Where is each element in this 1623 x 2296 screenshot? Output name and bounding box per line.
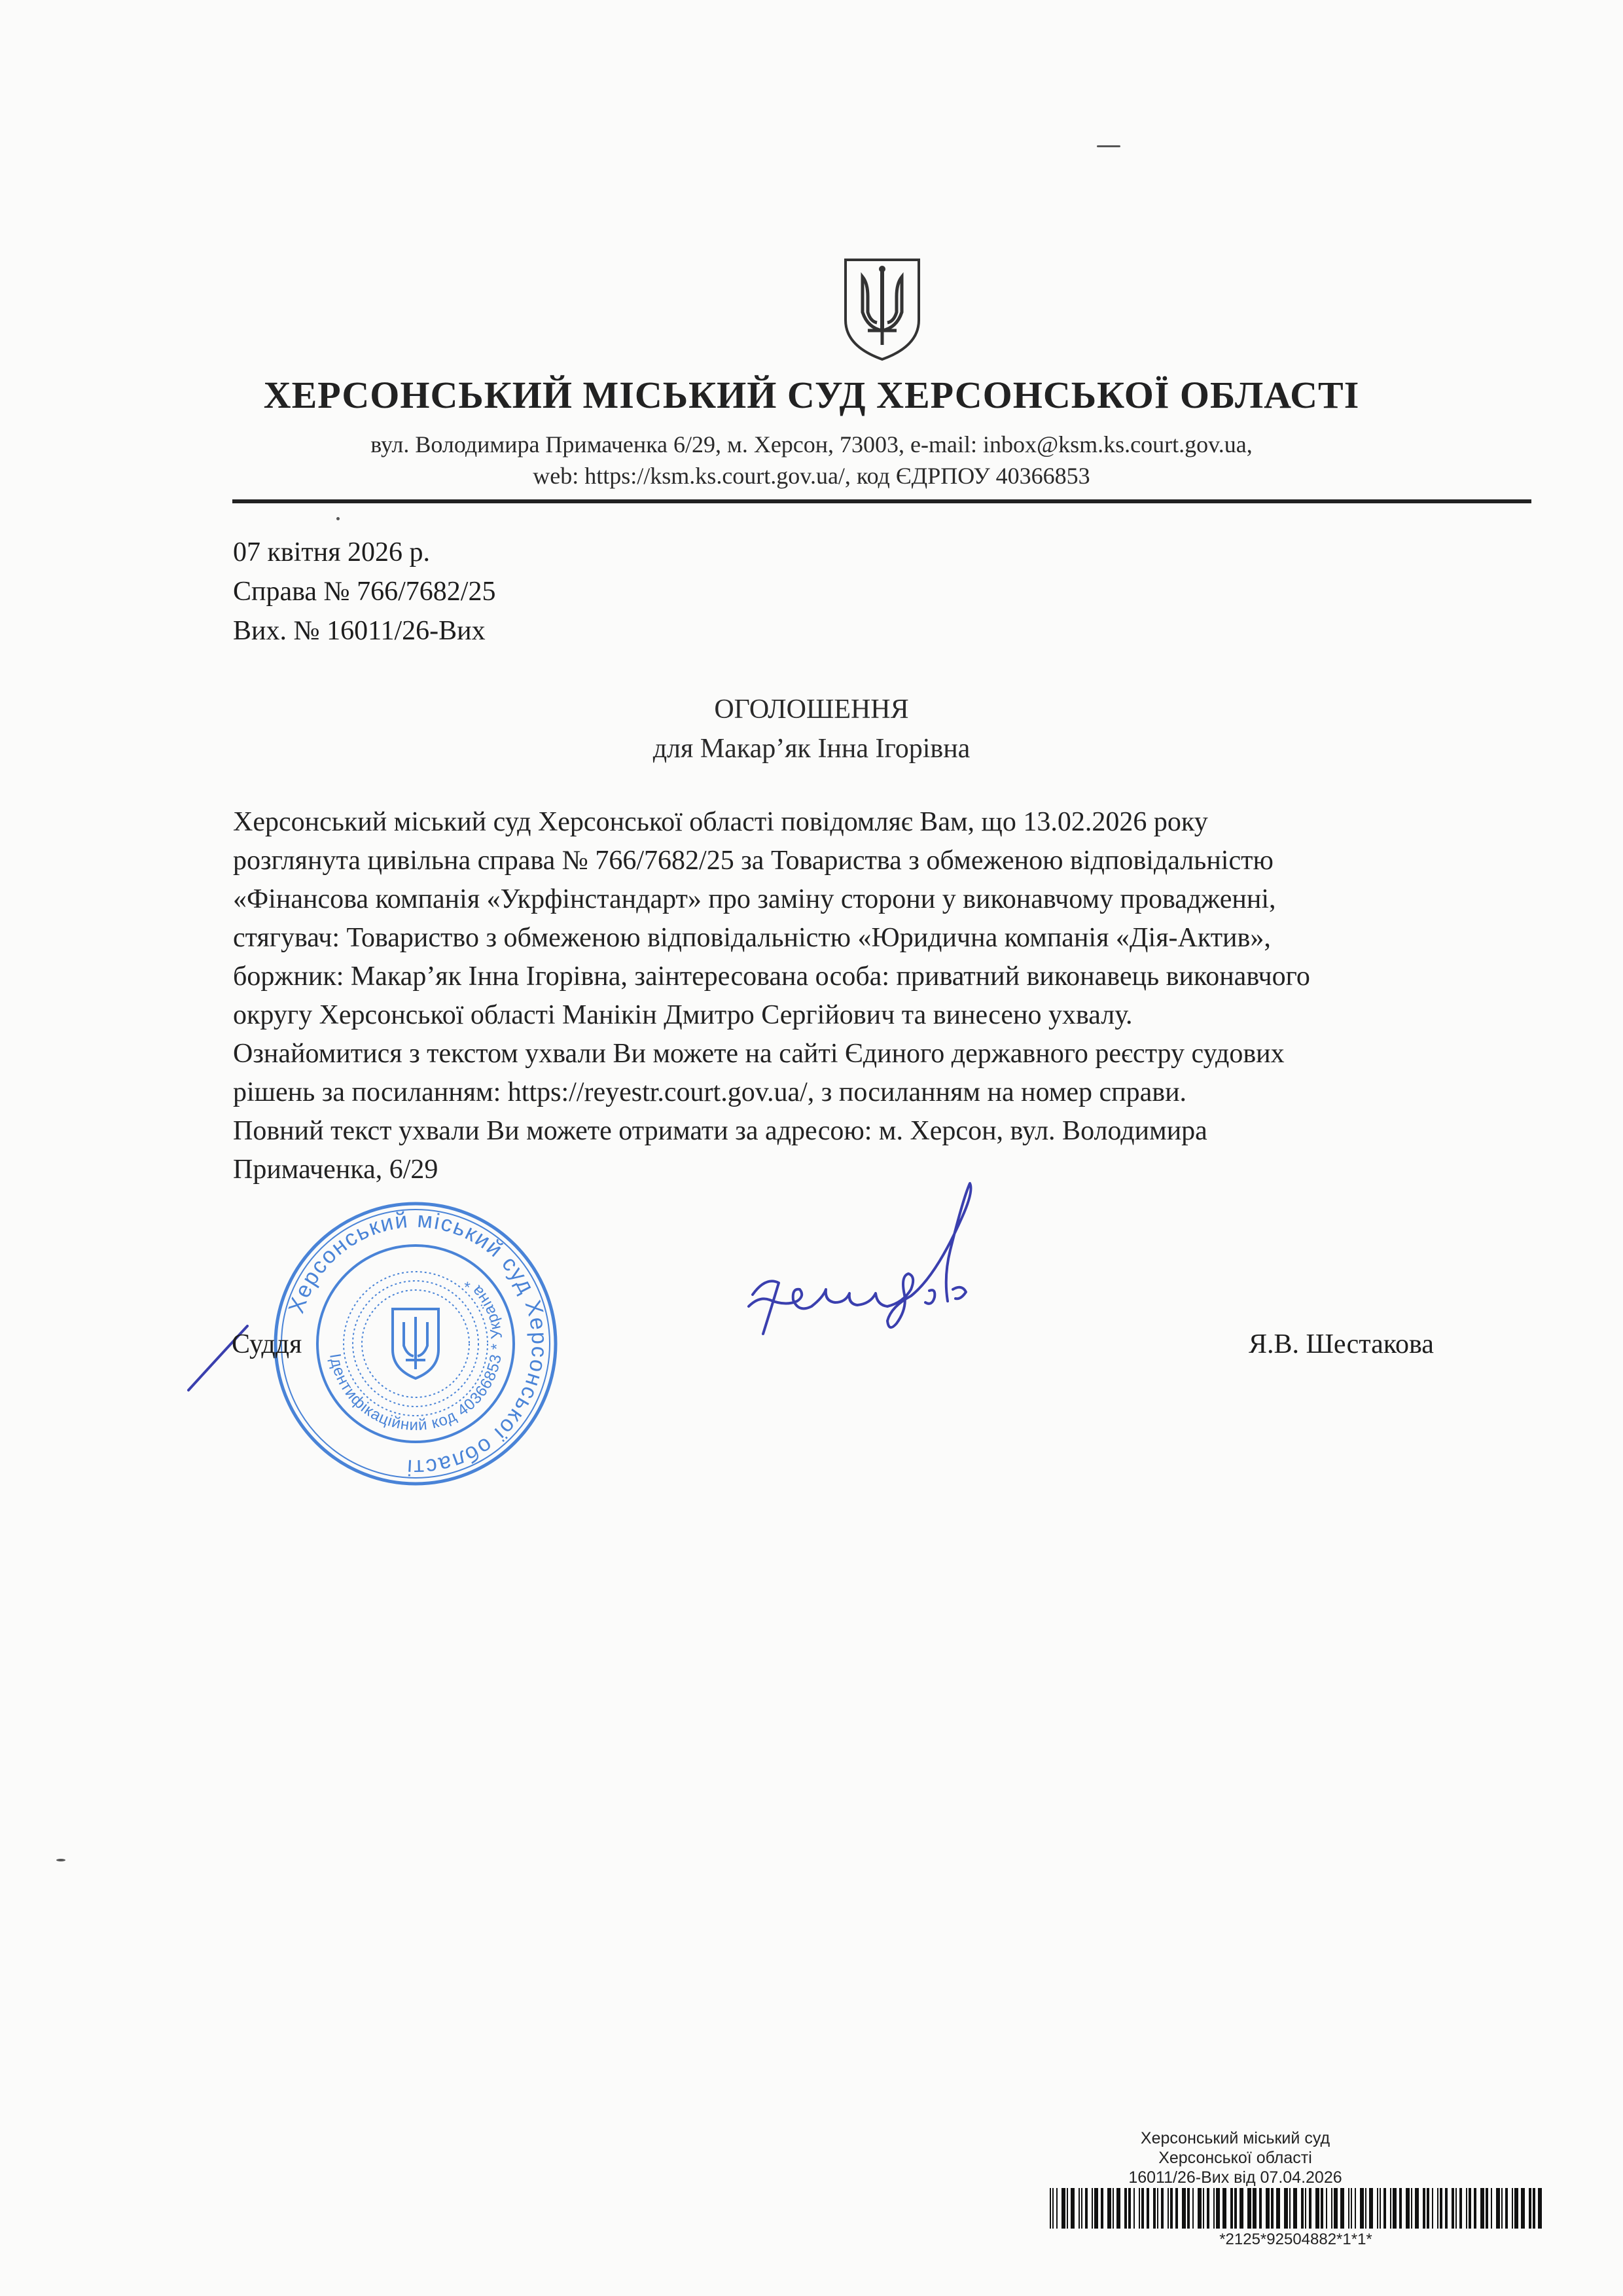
barcode-bar xyxy=(1455,2188,1457,2229)
barcode-bar xyxy=(1360,2188,1364,2229)
barcode-bar xyxy=(1432,2188,1433,2229)
barcode-bar xyxy=(1289,2188,1291,2229)
body-line: Ознайомитися з текстом ухвали Ви можете на сайті Єдиного державного реєстру судових xyxy=(233,1039,1285,1069)
barcode-bar xyxy=(1423,2188,1425,2229)
barcode-bar xyxy=(1486,2188,1488,2229)
barcode-bar xyxy=(1427,2188,1429,2229)
header-divider xyxy=(232,499,1531,503)
barcode-bar xyxy=(1305,2188,1306,2229)
barcode-bar xyxy=(1469,2188,1471,2229)
barcode-bar xyxy=(1501,2188,1503,2229)
barcode-bar xyxy=(1101,2188,1103,2229)
barcode-bar xyxy=(1309,2188,1311,2229)
barcode-bar xyxy=(1512,2188,1513,2229)
body-line: Примаченка, 6/29 xyxy=(233,1155,438,1185)
barcode-bar xyxy=(1529,2188,1531,2229)
barcode-bar xyxy=(1271,2188,1274,2229)
barcode-bar xyxy=(1440,2188,1442,2229)
barcode-bar xyxy=(1411,2188,1412,2229)
barcode-bar xyxy=(1380,2188,1381,2229)
barcode-bar xyxy=(1514,2188,1518,2229)
barcode-bar xyxy=(1141,2188,1144,2229)
barcode-bar xyxy=(1466,2188,1467,2229)
barcode-bar xyxy=(1124,2188,1127,2229)
barcode-bar xyxy=(1474,2188,1476,2229)
judge-signature xyxy=(740,1178,1041,1381)
barcode-bar xyxy=(1365,2188,1366,2229)
barcode-bar xyxy=(1222,2188,1226,2229)
barcode-bar xyxy=(1050,2188,1051,2229)
barcode-bar xyxy=(1284,2188,1288,2229)
barcode-bar xyxy=(1538,2188,1542,2229)
barcode-bar xyxy=(1399,2188,1402,2229)
barcode-bar xyxy=(1230,2188,1233,2229)
body-line: «Фінансова компанія «Укрфінстандарт» про заміну сторони у виконавчому провадженні, xyxy=(233,884,1276,914)
barcode-bar xyxy=(1056,2188,1058,2229)
barcode-bar xyxy=(1187,2188,1190,2229)
barcode-bar xyxy=(1198,2188,1202,2229)
notice-recipient: для Макар’як Інна Ігорівна xyxy=(652,734,971,764)
barcode-bar xyxy=(1491,2188,1492,2229)
stamp-trident-icon xyxy=(393,1309,438,1378)
scan-speck xyxy=(336,517,340,520)
barcode-bar xyxy=(1415,2188,1419,2229)
registration-region: Херсонської області xyxy=(1158,2149,1312,2167)
barcode-bar xyxy=(1147,2188,1149,2229)
barcode-bar xyxy=(1445,2188,1448,2229)
barcode-bar xyxy=(1216,2188,1220,2229)
court-address: вул. Володимира Примачeнка 6/29, м. Херсон, 73003, e-mail: inbox@ksm.ks.court.gov.ua, xyxy=(370,431,1253,457)
body-line: боржник: Макар’як Інна Ігорівна, заінтересована особа: приватний виконавець виконавчого xyxy=(233,961,1310,992)
barcode-bar xyxy=(1340,2188,1344,2229)
scan-speck xyxy=(1097,145,1120,147)
barcode-bar xyxy=(1459,2188,1462,2229)
barcode-bar xyxy=(1533,2188,1535,2229)
barcode-bar xyxy=(1437,2188,1438,2229)
barcode-bar xyxy=(1139,2188,1140,2229)
signature-label: Суддя xyxy=(232,1329,302,1359)
barcode-bar xyxy=(1203,2188,1204,2229)
barcode-bar xyxy=(1085,2188,1088,2229)
barcode-text: *2125*92504882*1*1* xyxy=(1219,2231,1372,2248)
body-line: округу Херсонської області Манікін Дмитро Сергійович та винесено ухвалу. xyxy=(233,1000,1133,1030)
barcode-bar xyxy=(1355,2188,1356,2229)
barcode-bar xyxy=(1326,2188,1327,2229)
barcode-bar xyxy=(1334,2188,1338,2229)
barcode-bar xyxy=(1192,2188,1194,2229)
barcode-bar xyxy=(1377,2188,1378,2229)
barcode-bar xyxy=(1293,2188,1297,2229)
registration-court: Херсонський міський суд xyxy=(1140,2129,1330,2147)
barcode-bar xyxy=(1505,2188,1508,2229)
barcode-bar xyxy=(1496,2188,1500,2229)
barcode-bar xyxy=(1116,2188,1120,2229)
barcode-bar xyxy=(1253,2188,1257,2229)
outgoing-number: Вих. № 16011/26-Вих xyxy=(233,616,486,646)
svg-text:Херсонський міський суд Херсон xyxy=(284,1208,552,1480)
barcode-bar xyxy=(1094,2188,1098,2229)
barcode-bar xyxy=(1331,2188,1332,2229)
judge-name: Я.В. Шестакова xyxy=(1249,1329,1434,1359)
body-line: рішень за посиланням: https://reyestr.court.gov.ua/, з посиланням на номер справи. xyxy=(233,1077,1187,1107)
barcode-bar xyxy=(1390,2188,1391,2229)
barcode-bar xyxy=(1133,2188,1135,2229)
barcode-bar xyxy=(1315,2188,1319,2229)
barcode-bar xyxy=(1161,2188,1164,2229)
barcode-bar xyxy=(1081,2188,1082,2229)
barcode-bar xyxy=(1276,2188,1280,2229)
barcode-bar xyxy=(1321,2188,1323,2229)
barcode-bar xyxy=(1168,2188,1169,2229)
court-stamp-icon xyxy=(270,1198,562,1490)
barcode-bar xyxy=(1157,2188,1158,2229)
barcode-bar xyxy=(1175,2188,1178,2229)
barcode-bar xyxy=(1234,2188,1237,2229)
barcode-bar xyxy=(1213,2188,1215,2229)
barcode-bar xyxy=(1369,2188,1373,2229)
body-line: стягувач: Товариство з обмеженою відповідальністю «Юридична компанія «Дія-Актив», xyxy=(233,923,1271,953)
barcode-bar xyxy=(1259,2188,1262,2229)
barcode-bar xyxy=(1170,2188,1173,2229)
body-line: Повний текст ухвали Ви можете отримати за адресою: м. Херсон, вул. Володимира xyxy=(233,1116,1207,1146)
barcode-bar xyxy=(1406,2188,1410,2229)
barcode-bar xyxy=(1061,2188,1065,2229)
document-date: 07 квітня 2026 р. xyxy=(233,537,431,567)
barcode-bar xyxy=(1107,2188,1111,2229)
barcode-bar xyxy=(1393,2188,1397,2229)
stamp-outer-text: Херсонський міський суд Херсонської області xyxy=(283,1207,552,1480)
barcode-bar xyxy=(1153,2188,1156,2229)
barcode-bar xyxy=(1521,2188,1525,2229)
barcode-bar xyxy=(1247,2188,1251,2229)
court-web: web: https://ksm.ks.court.gov.ua/, код ЄДРПОУ 40366853 xyxy=(533,463,1090,489)
barcode xyxy=(1047,2188,1544,2229)
barcode-bar xyxy=(1383,2188,1386,2229)
barcode-bar xyxy=(1348,2188,1349,2229)
court-title: ХЕРСОНСЬКИЙ МІСЬКИЙ СУД ХЕРСОНСЬКОЇ ОБЛАСТІ xyxy=(263,374,1360,416)
barcode-bar xyxy=(1067,2188,1068,2229)
barcode-bar xyxy=(1301,2188,1304,2229)
barcode-bar xyxy=(1079,2188,1080,2229)
barcode-bar xyxy=(1480,2188,1484,2229)
body-line: Херсонський міський суд Херсонської області повідомляє Вам, що 13.02.2026 року xyxy=(233,807,1208,837)
barcode-bar xyxy=(1351,2188,1352,2229)
barcode-bar xyxy=(1266,2188,1270,2229)
coat-of-arms-icon xyxy=(842,257,923,362)
barcode-bar xyxy=(1071,2188,1075,2229)
barcode-bar xyxy=(1128,2188,1131,2229)
case-number: Справа № 766/7682/25 xyxy=(233,577,496,607)
scan-speck xyxy=(56,1859,65,1861)
barcode-bar xyxy=(1240,2188,1243,2229)
notice-title: ОГОЛОШЕННЯ xyxy=(714,694,909,725)
barcode-bar xyxy=(1052,2188,1054,2229)
barcode-bar xyxy=(1182,2188,1186,2229)
barcode-bar xyxy=(1207,2188,1209,2229)
body-line: розглянута цивільна справа № 766/7682/25 за Товариства з обмеженою відповідальністю xyxy=(233,846,1274,876)
stamp-inner-text: Ідентифікаційний код 40366853 * Україна * xyxy=(326,1273,507,1435)
barcode-bar xyxy=(1092,2188,1093,2229)
barcode-bar xyxy=(1452,2188,1454,2229)
registration-number: 16011/26-Вих від 07.04.2026 xyxy=(1128,2168,1342,2187)
barcode-bar xyxy=(1113,2188,1114,2229)
